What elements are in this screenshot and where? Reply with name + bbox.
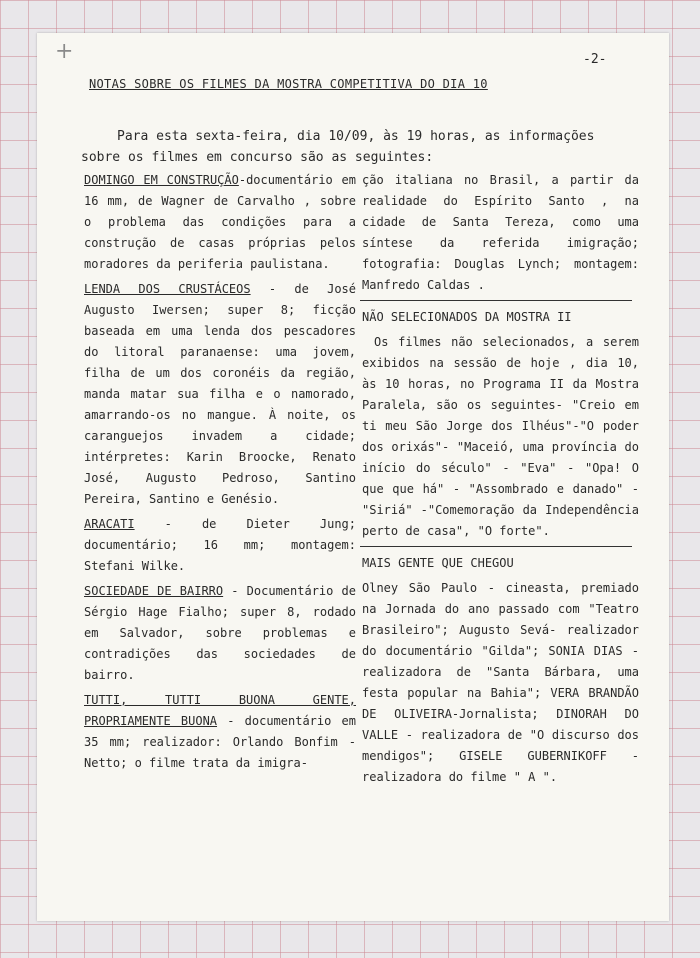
typed-page — [37, 33, 669, 921]
right-column — [362, 170, 639, 792]
left-column — [84, 170, 356, 778]
section-body: Os filmes não selecionados, a serem exibidos na sessão de hoje , dia 10, às 10 horas, no Programa II da Mostra Paralela, são os seguintes- "Creio em ti meu São Jorge dos Ilhéus"-"O poder dos orixás"- "Maceió, uma província do início do século" - "Eva" - "Opa! O que que há" - "Assombrado e danado" - "Siriá" -"Comemoração da Independência perto de casa", "O forte". — [362, 335, 639, 538]
film-description: - de José Augusto Iwersen; super 8; ficção baseada em uma lenda dos pescadores do litoral paranaense: uma jovem, filha de um dos coronéis da região, manda matar sua filha e o namorado, amarrando-os no mangue. À noite, os caranguejos invadem a cidade; intérpretes: Karin Broocke, Renato José, Augusto Pedroso, Santino Pereira, Santino e Genésio. — [84, 282, 356, 506]
film-title: LENDA DOS CRUSTÁCEOS — [84, 282, 251, 296]
film-title: SOCIEDADE DE BAIRRO — [84, 584, 224, 598]
section-divider — [360, 546, 632, 547]
film-entry — [84, 170, 356, 275]
film-title: DOMINGO EM CONSTRUÇÃO — [84, 173, 239, 187]
film-entry-continued: ção italiana no Brasil, a partir da realidade do Espírito Santo , na cidade de Santa Tereza, como uma síntese da referida imigração; fotografia: Douglas Lynch; montagem: Manfredo Caldas . — [362, 173, 639, 292]
film-description: -documentário em 16 mm, de Wagner de Carvalho , sobre o problema das condições para a construção de casas próprias pelos moradores da periferia paulistana. — [84, 173, 356, 271]
film-title: TUTTI, TUTTI BUONA GENTE, PROPRIAMENTE BUONA — [84, 693, 356, 728]
film-entry — [84, 690, 356, 774]
film-entry — [84, 581, 356, 686]
page-title: NOTAS SOBRE OS FILMES DA MOSTRA COMPETITIVA DO DIA 10 — [89, 77, 488, 91]
film-description: - documentário em 35 mm; realizador: Orlando Bonfim - Netto; o filme trata da imigra- — [84, 714, 357, 770]
film-title: ARACATI — [84, 517, 135, 531]
intro-text: Para esta sexta-feira, dia 10/09, às 19 horas, as informações sobre os filmes em concurso são as seguintes: — [81, 129, 595, 165]
film-entry — [84, 279, 356, 510]
pencil-mark: + — [55, 39, 74, 64]
intro-paragraph — [81, 126, 641, 168]
section-heading: NÃO SELECIONADOS DA MOSTRA II — [362, 310, 572, 324]
film-description: - de Dieter Jung; documentário; 16 mm; montagem: Stefani Wilke. — [84, 517, 356, 573]
section-text — [362, 332, 639, 542]
page-number: -2- — [583, 52, 607, 67]
section-heading: MAIS GENTE QUE CHEGOU — [362, 556, 514, 570]
section-divider — [360, 300, 632, 301]
film-description: - Documentário de Sérgio Hage Fialho; super 8, rodado em Salvador, sobre problemas e contradições das sociedades de bairro. — [84, 584, 356, 682]
film-entry — [84, 514, 356, 577]
section-body: Olney São Paulo - cineasta, premiado na Jornada do ano passado com "Teatro Brasileiro"; Augusto Sevá- realizador do documentário "Gilda"; SONIA DIAS - realizadora de "Santa Bárbara, uma festa popular na Bahia"; VERA BRANDÃO DE OLIVEIRA-Jornalista; DINORAH DO VALLE - realizadora de "O discurso dos mendigos"; GISELE GUBERNIKOFF - realizadora do filme " A ". — [362, 581, 639, 784]
